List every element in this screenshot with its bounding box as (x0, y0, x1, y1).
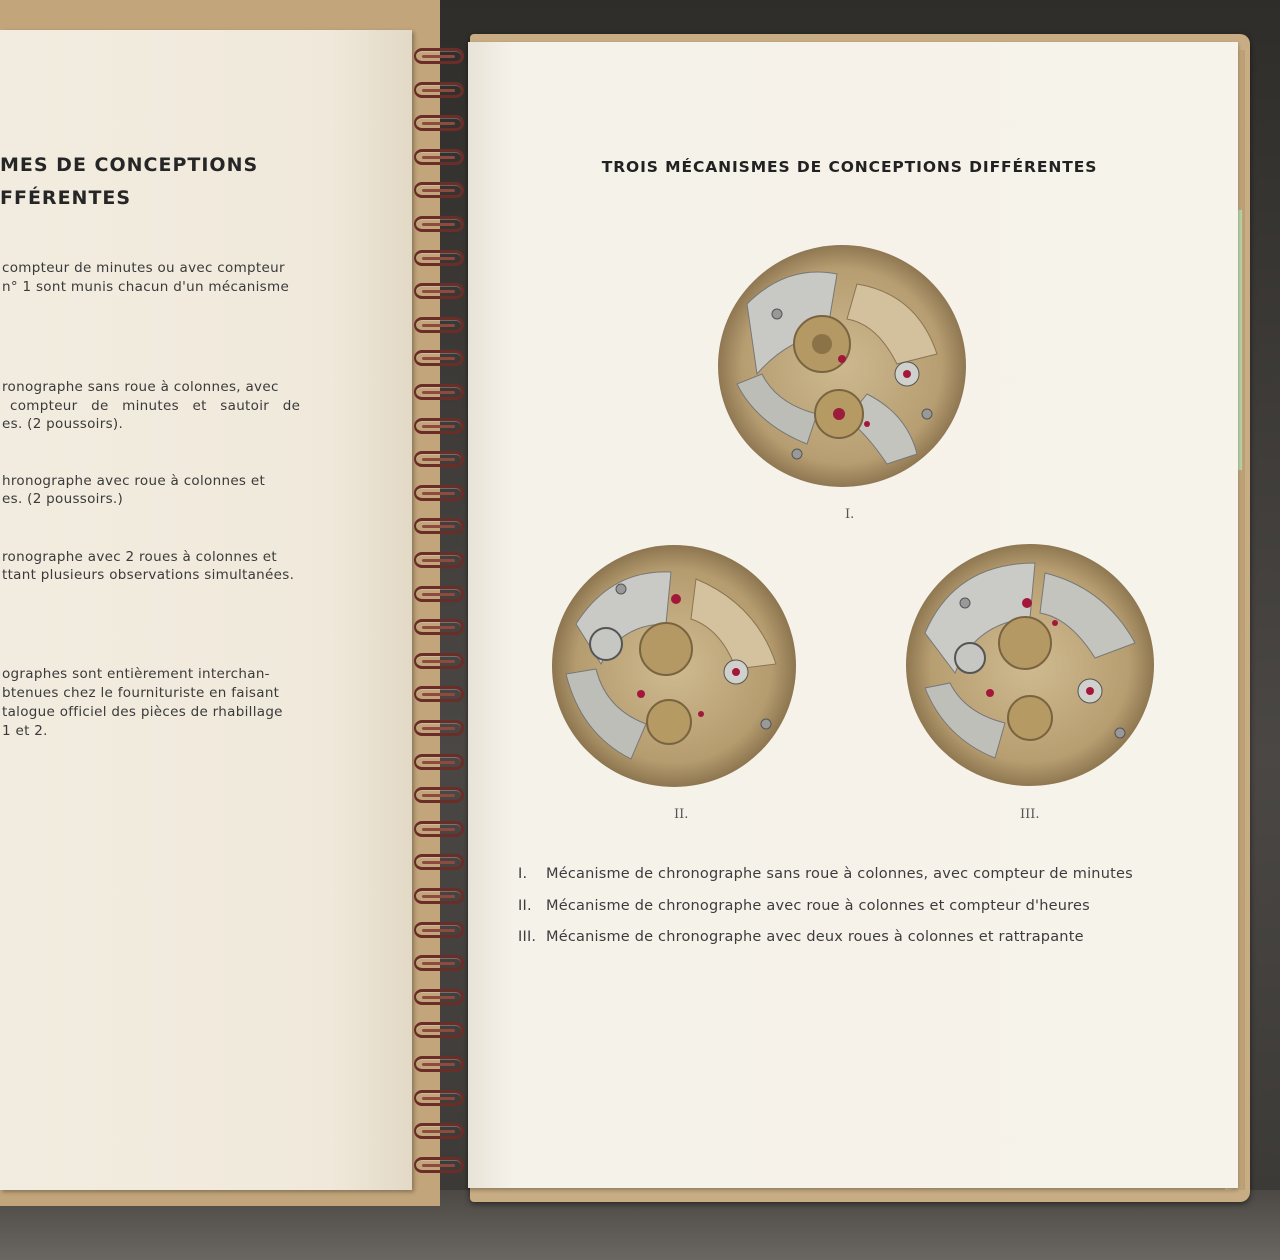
left-text-line: compteur de minutes ou avec compteur (2, 260, 285, 276)
spiral-coil (414, 317, 464, 333)
left-page (0, 30, 412, 1190)
left-text-line: ographes sont entièrement interchan- (2, 666, 270, 682)
left-text-line: talogue officiel des pièces de rhabillage (2, 704, 283, 720)
spiral-coil (414, 350, 464, 366)
left-text-line: ronographe sans roue à colonnes, avec (2, 379, 279, 395)
spiral-coil (414, 955, 464, 971)
spiral-coil (414, 1123, 464, 1139)
movement-numeral: III. (1020, 807, 1040, 822)
spiral-coil (414, 1056, 464, 1072)
spiral-coil (414, 485, 464, 501)
caption-line (518, 898, 1090, 914)
caption-number: I. (518, 866, 528, 882)
caption-line (518, 929, 1084, 945)
chronograph-movement-image (905, 543, 1155, 787)
left-text-line: es. (2 poussoirs). (2, 416, 124, 432)
caption-text: Mécanisme de chronographe avec deux roues à colonnes et rattrapante (546, 929, 1084, 945)
spiral-coil (414, 250, 464, 266)
spiral-binding (414, 48, 466, 1198)
left-text-line: btenues chez le fournituriste en faisant (2, 685, 280, 701)
caption-text: Mécanisme de chronographe avec roue à colonnes et compteur d'heures (546, 898, 1090, 914)
spiral-coil (414, 552, 464, 568)
spiral-coil (414, 48, 464, 64)
spiral-coil (414, 821, 464, 837)
spiral-coil (414, 82, 464, 98)
left-text-line: ronographe avec 2 roues à colonnes et (2, 549, 278, 565)
left-text-line: ttant plusieurs observations simultanées. (2, 567, 295, 583)
spiral-coil (414, 518, 464, 534)
left-page-title-line1: MES DE CONCEPTIONS (0, 154, 259, 176)
spiral-coil (414, 115, 464, 131)
spiral-coil (414, 787, 464, 803)
spiral-coil (414, 1022, 464, 1038)
spiral-coil (414, 754, 464, 770)
spiral-coil (414, 149, 464, 165)
spiral-coil (414, 653, 464, 669)
spiral-coil (414, 686, 464, 702)
spiral-coil (414, 216, 464, 232)
caption-text: Mécanisme de chronographe sans roue à colonnes, avec compteur de minutes (546, 866, 1133, 882)
movement-numeral: II. (674, 807, 689, 822)
left-text-line: compteur de minutes et sautoir de (10, 398, 301, 414)
spiral-coil (414, 989, 464, 1005)
left-text-line: 1 et 2. (2, 723, 48, 739)
caption-line (518, 866, 1133, 882)
spiral-coil (414, 619, 464, 635)
right-page-title: TROIS MÉCANISMES DE CONCEPTIONS DIFFÉRENTES (601, 158, 1098, 176)
spiral-coil (414, 586, 464, 602)
spiral-coil (414, 922, 464, 938)
spiral-coil (414, 888, 464, 904)
chronograph-movement-image (551, 544, 798, 788)
chronograph-movement-image (717, 244, 967, 488)
left-text-line: es. (2 poussoirs.) (2, 491, 124, 507)
spiral-coil (414, 1090, 464, 1106)
left-text-line: n° 1 sont munis chacun d'un mécanisme (2, 279, 290, 295)
spiral-coil (414, 720, 464, 736)
spiral-coil (414, 451, 464, 467)
left-page-title-line2: FFÉRENTES (0, 187, 132, 209)
movement-numeral: I. (845, 507, 855, 522)
spiral-coil (414, 1157, 464, 1173)
caption-number: II. (518, 898, 532, 914)
caption-number: III. (518, 929, 537, 945)
spiral-coil (414, 182, 464, 198)
spiral-coil (414, 418, 464, 434)
spiral-coil (414, 854, 464, 870)
spiral-coil (414, 384, 464, 400)
left-text-line: hronographe avec roue à colonnes et (2, 473, 266, 489)
spiral-coil (414, 283, 464, 299)
